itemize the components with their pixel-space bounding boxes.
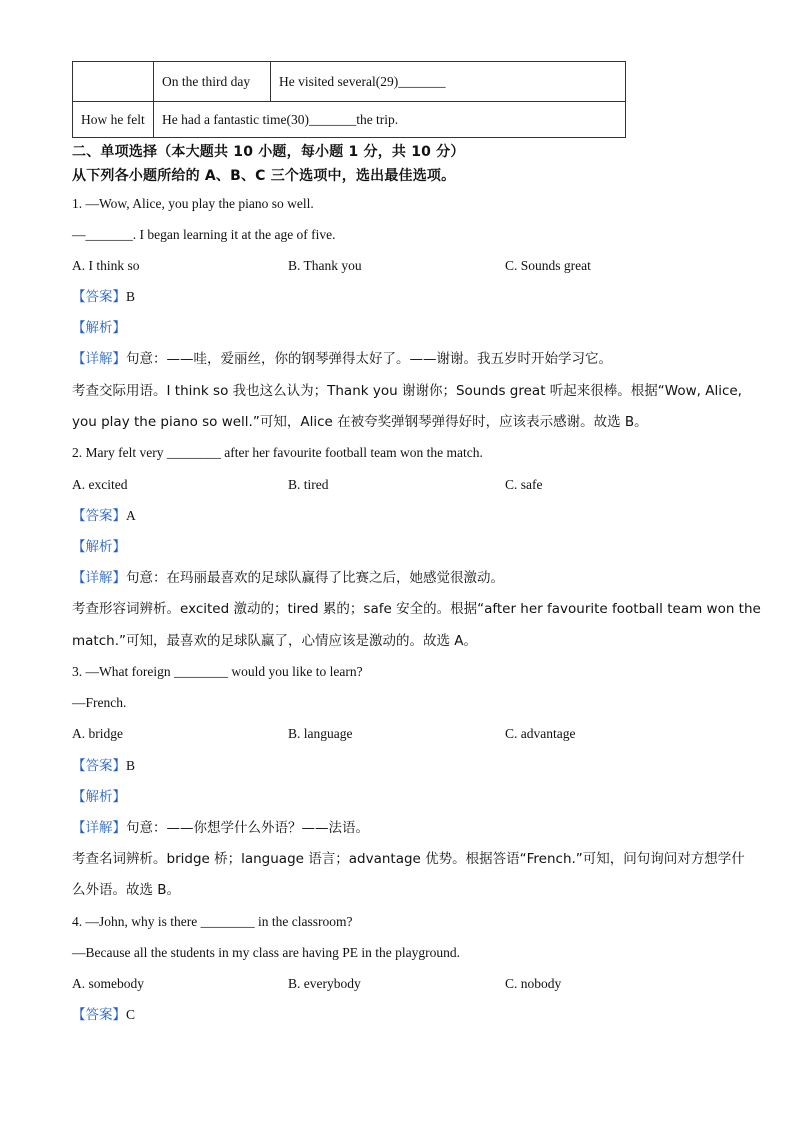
question-4-answer	[72, 1006, 135, 1024]
question-3-explain-2: 么外语。故选 B。	[72, 882, 181, 898]
question-3-analysis-tag: 【解析】	[72, 789, 126, 805]
question-4-option-a: A. somebody	[72, 976, 144, 991]
question-1-explain-1: 考查交际用语。I think so 我也这么认为；Thank you 谢谢你；Sounds great 听起来很棒。根据“Wow, Alice,	[72, 383, 742, 399]
detail-text: 句意：——哇，爱丽丝，你的钢琴弹得太好了。——谢谢。我五岁时开始学习它。	[126, 351, 612, 367]
question-1-line-1: 1. —Wow, Alice, you play the piano so well.	[72, 196, 314, 211]
detail-text: 句意：在玛丽最喜欢的足球队赢得了比赛之后，她感觉很激动。	[126, 570, 504, 586]
question-2-analysis-tag: 【解析】	[72, 539, 126, 555]
detail-tag: 【详解】	[72, 570, 126, 586]
question-4-option-b: B. everybody	[288, 976, 361, 991]
answer-tag: 【答案】	[72, 758, 126, 774]
question-2-line-1: 2. Mary felt very ________ after her favourite football team won the match.	[72, 445, 483, 460]
question-2-option-a: A. excited	[72, 477, 128, 492]
question-3-explain-1: 考查名词辨析。bridge 桥；language 语言；advantage 优势。根据答语“French.”可知，问句询问对方想学什	[72, 851, 745, 867]
table-row	[73, 62, 626, 102]
question-1-analysis-tag: 【解析】	[72, 320, 126, 336]
question-1-answer	[72, 288, 135, 306]
question-1-line-2: —_______. I began learning it at the age of five.	[72, 227, 336, 242]
question-2-explain-1: 考查形容词辨析。excited 激动的；tired 累的；safe 安全的。根据“after her favourite football team won the	[72, 601, 761, 617]
question-1-option-a: A. I think so	[72, 258, 140, 273]
answer-tag: 【答案】	[72, 1007, 126, 1023]
table-cell: He had a fantastic time(30)_______the trip.	[154, 102, 626, 138]
answer-value: A	[126, 508, 136, 523]
table-row	[73, 102, 626, 138]
detail-tag: 【详解】	[72, 820, 126, 836]
table-cell	[73, 62, 154, 102]
question-3-line-2: —French.	[72, 695, 127, 710]
question-1-option-c: C. Sounds great	[505, 258, 591, 273]
question-3-option-c: C. advantage	[505, 726, 576, 741]
question-4-line-1: 4. —John, why is there ________ in the classroom?	[72, 914, 353, 929]
question-1-option-b: B. Thank you	[288, 258, 362, 273]
question-3-detail	[72, 819, 369, 837]
detail-tag: 【详解】	[72, 351, 126, 367]
question-3-option-a: A. bridge	[72, 726, 123, 741]
question-2-answer	[72, 507, 136, 525]
section-title: 二、单项选择（本大题共 10 小题，每小题 1 分，共 10 分）	[72, 144, 465, 160]
question-2-option-c: C. safe	[505, 477, 543, 492]
question-3-line-1: 3. —What foreign ________ would you like to learn?	[72, 664, 363, 679]
question-4-line-2: —Because all the students in my class are having PE in the playground.	[72, 945, 461, 960]
section-instruction: 从下列各小题所给的 A、B、C 三个选项中，选出最佳选项。	[72, 168, 456, 184]
question-4-option-c: C. nobody	[505, 976, 562, 991]
question-3-option-b: B. language	[288, 726, 353, 741]
answer-value: C	[126, 1007, 136, 1022]
answer-tag: 【答案】	[72, 289, 126, 305]
table-cell: On the third day	[154, 62, 271, 102]
answer-tag: 【答案】	[72, 508, 126, 524]
question-2-option-b: B. tired	[288, 477, 329, 492]
question-1-detail	[72, 350, 612, 368]
detail-text: 句意：——你想学什么外语？——法语。	[126, 820, 369, 836]
answer-value: B	[126, 758, 136, 773]
question-2-explain-2: match.”可知，最喜欢的足球队赢了，心情应该是激动的。故选 A。	[72, 633, 478, 649]
question-3-answer	[72, 757, 135, 775]
table-cell: How he felt	[73, 102, 154, 138]
answer-value: B	[126, 289, 136, 304]
question-1-explain-2: you play the piano so well.”可知，Alice 在被夸奖弹钢琴弹得好时，应该表示感谢。故选 B。	[72, 414, 648, 430]
trip-info-table	[72, 61, 626, 138]
question-2-detail	[72, 569, 504, 587]
table-cell: He visited several(29)_______	[271, 62, 626, 102]
